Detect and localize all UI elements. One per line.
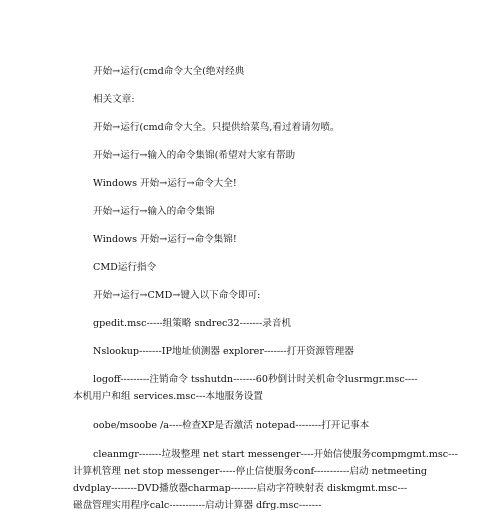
command-line-3: logoff---------注销命令 tsshutdn-------60秒倒计时关机命令lusrmgr.msc---- xyxy=(93,374,418,385)
related-article-2: 开始→运行→输入的命令集锦(希望对大家有帮助 xyxy=(93,150,296,161)
section-heading: CMD运行指令 xyxy=(93,262,157,273)
related-article-4: 开始→运行→输入的命令集锦 xyxy=(93,206,215,217)
related-article-5: Windows 开始→运行→命令集锦! xyxy=(93,234,237,245)
related-articles-heading: 相关文章: xyxy=(93,94,135,105)
instruction-line: 开始→运行→CMD→键入以下命令即可: xyxy=(93,290,261,301)
command-line-7: 磁盘管理实用程序calc-----------启动计算器 dfrg.msc------- xyxy=(73,500,322,511)
command-line-4: oobe/msoobe /a----检查XP是否激活 notepad--------打开记事本 xyxy=(93,420,370,431)
command-line-6: dvdplay--------DVD播放器charmap--------启动字符映射表 diskmgmt.msc--- xyxy=(73,483,408,494)
command-line-1: gpedit.msc-----组策略 sndrec32-------录音机 xyxy=(93,318,292,329)
command-line-2: Nslookup-------IP地址侦测器 explorer-------打开资源管理器 xyxy=(93,346,354,357)
article-title: 开始→运行(cmd命令大全(绝对经典 xyxy=(93,66,245,77)
related-article-1: 开始→运行(cmd命令大全。只提供给菜鸟,看过着请勿喷。 xyxy=(93,122,340,133)
command-line-3-continued: 本机用户和组 services.msc---本地服务设置 xyxy=(73,391,263,402)
command-line-5: cleanmgr-------垃圾整理 net start messenger----开始信使服务compmgmt.msc--- xyxy=(93,449,458,460)
command-line-5-continued: 计算机管理 net stop messenger-----停止信使服务conf-----------启动 netmeeting xyxy=(73,466,428,477)
related-article-3: Windows 开始→运行→命令大全! xyxy=(93,178,237,189)
